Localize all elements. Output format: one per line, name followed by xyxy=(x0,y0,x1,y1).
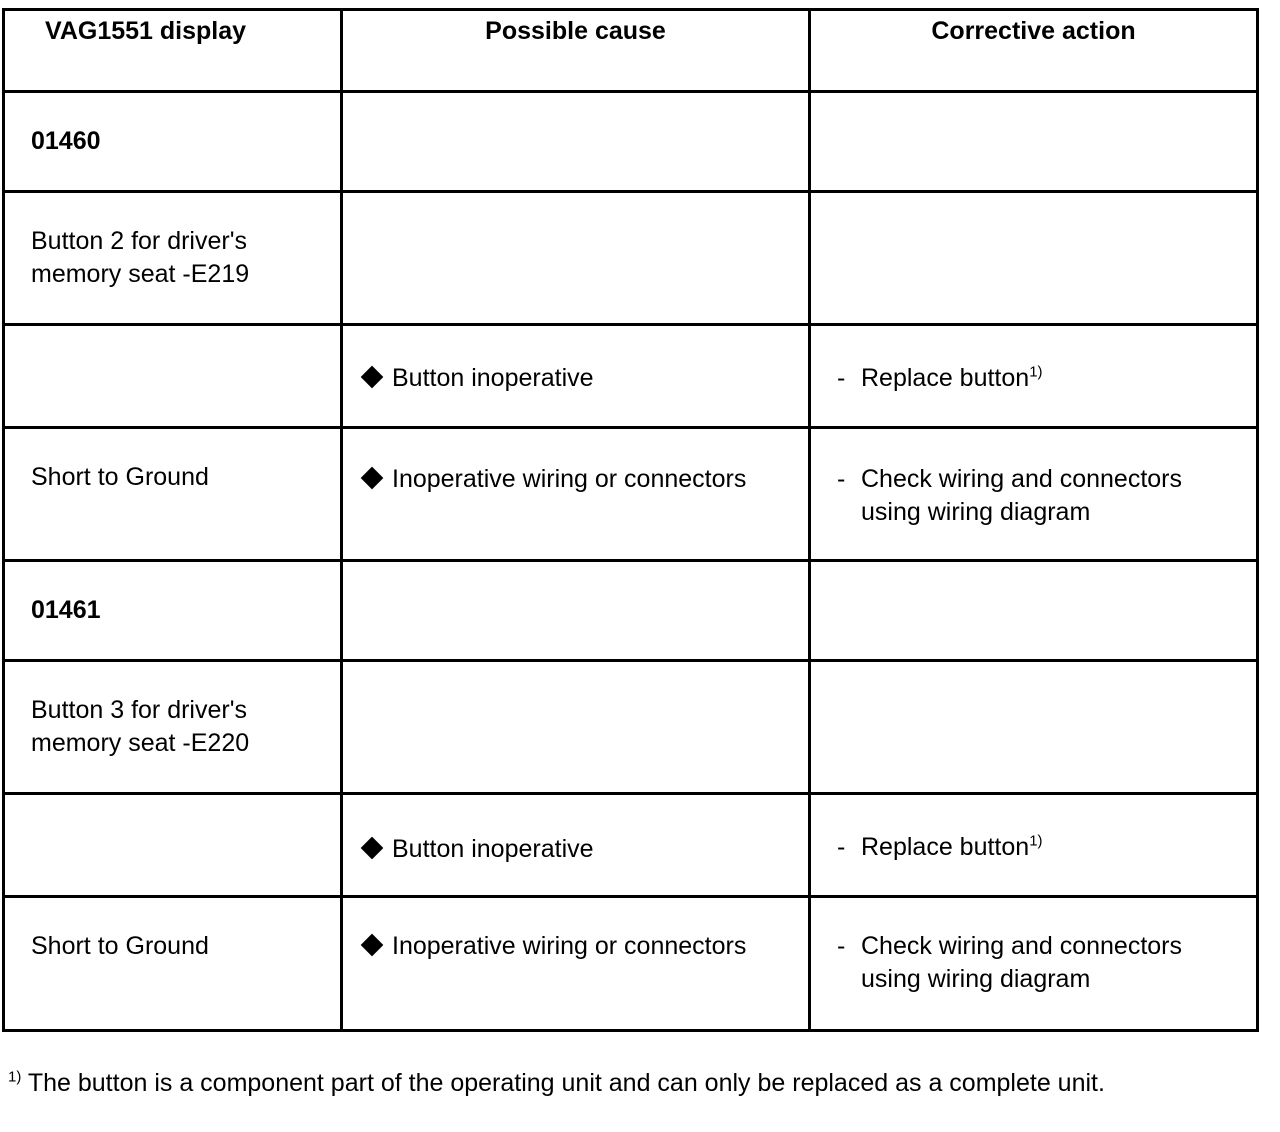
cause-cell xyxy=(342,428,810,561)
dash-marker: - xyxy=(837,364,846,392)
diamond-bullet-icon xyxy=(361,467,384,490)
empty-cell xyxy=(342,561,810,661)
footnote-ref: 1) xyxy=(1029,832,1043,850)
header-row xyxy=(4,10,1258,92)
component-cell xyxy=(4,192,342,325)
display-text: Short to Ground xyxy=(31,932,209,960)
diamond-bullet-icon xyxy=(361,837,384,860)
display-cell xyxy=(4,897,342,1031)
table-row xyxy=(4,92,1258,192)
cause-cell xyxy=(342,794,810,897)
cause-text: Inoperative wiring or connectors xyxy=(392,465,747,493)
footnote-text: The button is a component part of the operating unit and can only be replaced as a complete unit. xyxy=(27,1069,1105,1097)
empty-cell xyxy=(342,192,810,325)
empty-cell xyxy=(342,92,810,192)
action-text: Replace button$^{1)}$ xyxy=(861,363,1043,392)
table-row xyxy=(4,794,1258,897)
action-text: Check wiring and connectors using wiring diagram xyxy=(861,932,1182,993)
cause-text: Inoperative wiring or connectors xyxy=(392,932,747,960)
header-possible-cause: Possible cause xyxy=(342,10,810,92)
table-row xyxy=(4,325,1258,428)
action-text: Check wiring and connectors using wiring diagram xyxy=(861,465,1182,526)
component-name: Button 2 for driver's memory seat -E219 xyxy=(31,227,250,288)
diamond-bullet-icon xyxy=(361,366,384,389)
dash-marker: - xyxy=(837,465,846,493)
cause-text: Button inoperative xyxy=(392,835,594,863)
fault-code-cell xyxy=(4,92,342,192)
empty-cell xyxy=(4,325,342,428)
header-vag1551-display: VAG1551 display xyxy=(4,10,342,92)
action-cell xyxy=(810,897,1258,1031)
table-row xyxy=(4,661,1258,794)
component-cell xyxy=(4,661,342,794)
display-text: Short to Ground xyxy=(31,463,209,491)
empty-cell xyxy=(810,192,1258,325)
display-cell xyxy=(4,428,342,561)
diamond-bullet-icon xyxy=(361,934,384,957)
cause-cell xyxy=(342,897,810,1031)
empty-cell xyxy=(810,92,1258,192)
empty-cell xyxy=(810,661,1258,794)
cause-text: Button inoperative xyxy=(392,364,594,392)
action-text: Replace button$^{1)}$ xyxy=(861,832,1043,861)
empty-cell xyxy=(810,561,1258,661)
fault-code: 01461 xyxy=(31,596,101,624)
table-row xyxy=(4,428,1258,561)
dash-marker: - xyxy=(837,833,846,861)
diagnosis-table xyxy=(2,8,1259,1032)
action-cell xyxy=(810,325,1258,428)
action-cell xyxy=(810,428,1258,561)
footnote-ref: 1) xyxy=(1029,363,1043,381)
action-cell xyxy=(810,794,1258,897)
empty-cell xyxy=(4,794,342,897)
dash-marker: - xyxy=(837,932,846,960)
fault-code: 01460 xyxy=(31,127,101,155)
table-row xyxy=(4,561,1258,661)
fault-code-cell xyxy=(4,561,342,661)
empty-cell xyxy=(342,661,810,794)
footnote-marker: 1) xyxy=(8,1068,22,1086)
header-corrective-action: Corrective action xyxy=(810,10,1258,92)
cause-cell xyxy=(342,325,810,428)
component-name: Button 3 for driver's memory seat -E220 xyxy=(31,696,250,757)
table-row xyxy=(4,192,1258,325)
table-row xyxy=(4,897,1258,1031)
footnote xyxy=(8,1067,1148,1099)
